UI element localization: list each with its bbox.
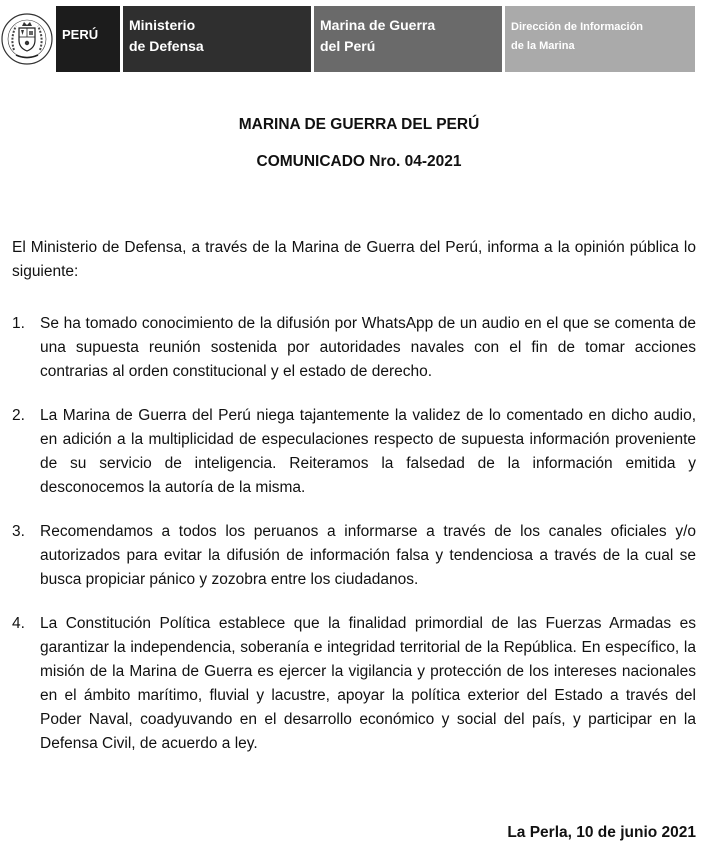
point-number: 4. [12, 615, 25, 632]
statement-point [12, 612, 696, 756]
statement-point [12, 312, 696, 384]
point-number: 3. [12, 523, 25, 540]
statement-point [12, 520, 696, 592]
point-number: 2. [12, 407, 25, 424]
point-text: La Marina de Guerra del Perú niega tajantemente la validez de lo comentado en dicho audio, en adición a la multiplicidad de especulaciones respecto de supuesta información proveniente de su servicio de inteligencia. Reiteramos la falsedad de la información emitida y desconocemos la autoría de la misma. [40, 407, 696, 496]
communique-number: COMUNICADO Nro. 04-2021 [256, 153, 462, 170]
directorate-line-2: de la Marina [511, 40, 575, 52]
navy-line-2: del Perú [320, 38, 376, 54]
ministry-line-2: de Defensa [129, 38, 204, 54]
statement-point [12, 404, 696, 500]
point-text: Se ha tomado conocimiento de la difusión por WhatsApp de un audio en el que se comenta de una supuesta reunión sostenida por autoridades navales con el fin de tomar acciones contrarias al orden constitucional y el estado de derecho. [40, 315, 696, 380]
point-text: La Constitución Política establece que la finalidad primordial de las Fuerzas Armadas es garantizar la independencia, soberanía e integridad territorial de la República. En específico, la misión de la Marina de Guerra es ejercer la vigilancia y protección de los intereses nacionales en el ámbito marítimo, fluvial y lacustre, apoyar la política exterior del Estado a través del Poder Naval, coadyuvando en el desarrollo económico y social del país, y participar en la Defensa Civil, de acuerdo a ley. [40, 615, 696, 752]
directorate-label [505, 6, 695, 72]
coat-of-arms-seal-icon [0, 6, 54, 72]
intro-paragraph: El Ministerio de Defensa, a través de la Marina de Guerra del Perú, informa a la opinión pública lo siguiente: [12, 239, 696, 280]
statement-points [12, 312, 696, 756]
directorate-line-1: Dirección de Información [511, 21, 644, 33]
point-text: Recomendamos a todos los peruanos a informarse a través de los canales oficiales y/o autorizados para evitar la difusión de información falsa y tendenciosa a través de la cual se busca propiciar pánico y zozobra entre los ciudadanos. [40, 523, 696, 588]
navy-label [314, 6, 502, 72]
government-header [0, 6, 718, 72]
document-title: MARINA DE GUERRA DEL PERÚ [238, 116, 480, 133]
ministry-line-1: Ministerio [129, 17, 196, 33]
place-and-date: La Perla, 10 de junio 2021 [507, 824, 696, 841]
navy-line-1: Marina de Guerra [320, 17, 436, 33]
point-number: 1. [12, 315, 25, 332]
country-label-text: PERÚ [62, 27, 99, 42]
country-label [56, 6, 120, 72]
ministry-label [123, 6, 311, 72]
